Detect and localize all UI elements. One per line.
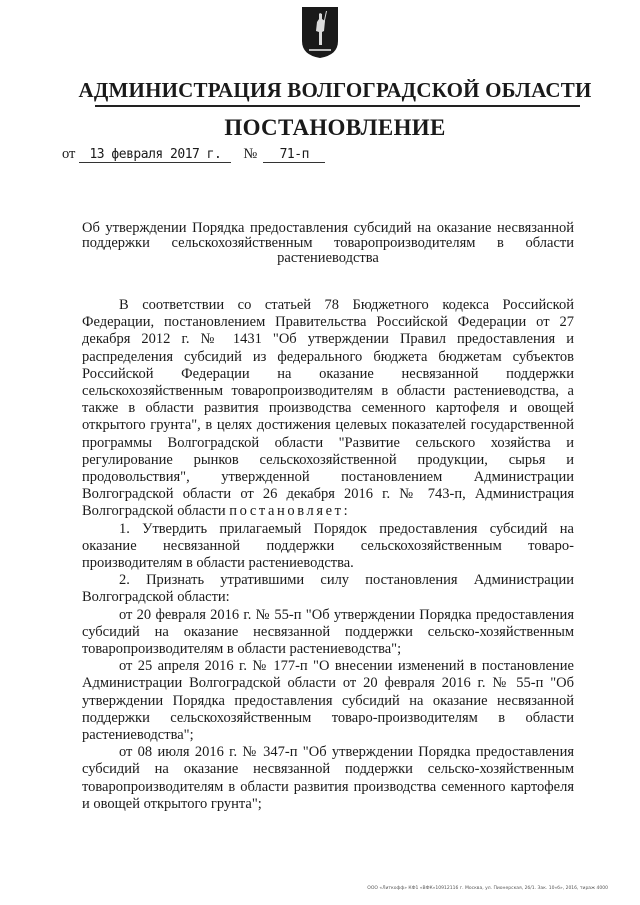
preamble-paragraph [82,297,574,521]
document-date-line [62,146,325,163]
date-label: от [62,146,76,162]
document-number: 71-п [263,147,325,163]
document-body [82,297,574,813]
clause-2-item-c: от 08 июля 2016 г. № 347-п "Об утверждении Порядка предоставления субсидий на оказание несвязанной поддержки сельско-хозяйственным товаропроизводителям в области развития производства семенного картофеля и овощей открытого грунта"; [82,744,574,812]
organization-title: АДМИНИСТРАЦИЯ ВОЛГОГРАДСКОЙ ОБЛАСТИ [78,78,592,102]
document-type-title: ПОСТАНОВЛЕНИЕ [224,115,446,140]
clause-2-item-a: от 20 февраля 2016 г. № 55-п "Об утверждении Порядка предоставления субсидий на оказание несвязанной поддержки сельско-хозяйственным товаропроизводителям в области растениеводства"; [82,606,574,658]
number-label: № [243,146,258,162]
print-imprint: ООО «Литкофф» КФ1 «ВФК»10912116 г. Москва, ул. Пионерская, 2б/1. Зак. 10«б», 2016, тираж 4000 [367,886,608,891]
header-divider [95,105,580,107]
clause-1: 1. Утвердить прилагаемый Порядок предоставления субсидий на оказание несвязанной поддержки сельскохозяйственным товаро-производителям в области растениеводства. [82,520,574,572]
document-date: 13 февраля 2017 г. [79,147,231,163]
coat-of-arms-icon [300,5,340,59]
preamble-text: В соответствии со статьей 78 Бюджетного кодекса Российской Федерации, постановлением Правительства Российской Федерации от 27 декабря 2012 г. № 1431 "Об утверждении Правил предоставления и распределения субсидий из федерального бюджета бюджетам субъектов Российской Федерации на оказание несвязанной поддержки сельскохозяйственным товаропроизводителям в области растениеводства, а также в области развития производства семенного картофеля и овощей открытого грунта", в целях достижения целевых показателей государственной программы Волгоградской области "Развитие сельского хозяйства и регулирование рынков сельскохозяйственной продукции, сырья и продовольствия", утвержденной постановлением Администрации Волгоградской области от 26 декабря 2016 г. № 743-п, Администрация Волгоградской области [82,297,574,520]
clause-2-item-b: от 25 апреля 2016 г. № 177-п "О внесении изменений в постановление Администрации Волгоградской области от 20 февраля 2016 г. № 55-п "Об утверждении Порядка предоставления субсидий на оказание несвязанной поддержки сельскохозяйственным товаро-производителям в области растениеводства"; [82,658,574,744]
clause-2: 2. Признать утратившими силу постановления Администрации Волгоградской области: [82,572,574,606]
document-subject: Об утверждении Порядка предоставления субсидий на оказание несвязанной поддержки сельскохозяйственным товаропроизводителям в области растениеводства [82,220,574,266]
decree-word: постановляет: [229,503,351,520]
